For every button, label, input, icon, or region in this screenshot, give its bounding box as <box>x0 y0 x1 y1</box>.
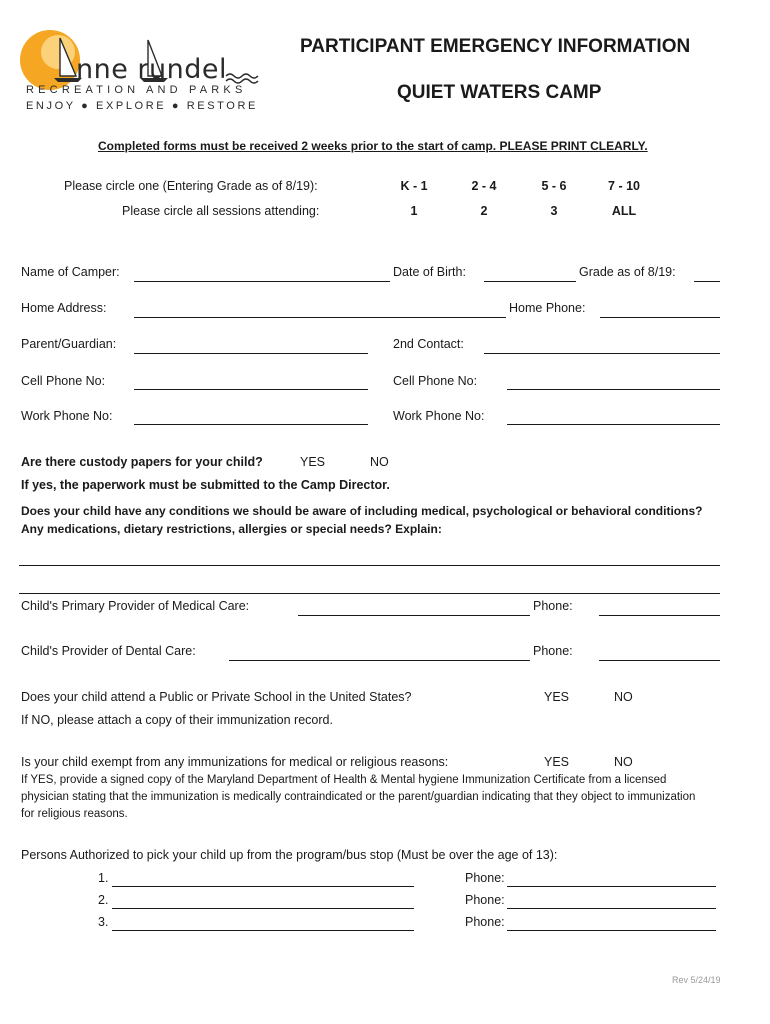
submission-notice: Completed forms must be received 2 weeks prior to the start of camp. PLEASE PRINT CLEARLY. <box>98 139 648 153</box>
pickup-phone-label-2: Phone: <box>465 893 505 907</box>
pickup-name-field-3[interactable] <box>112 930 414 931</box>
pickup-phone-label-1: Phone: <box>465 871 505 885</box>
immunization-yes-option[interactable]: YES <box>544 755 570 769</box>
pickup-phone-field-1[interactable] <box>507 886 716 887</box>
logo-name: nne rundel <box>76 54 227 85</box>
custody-no-option[interactable]: NO <box>370 455 389 469</box>
camper-name-field[interactable] <box>134 281 390 282</box>
school-no-option[interactable]: NO <box>614 690 633 704</box>
grade-field[interactable] <box>694 281 720 282</box>
medical-provider-label: Child's Primary Provider of Medical Care: <box>21 599 250 613</box>
immunization-note-3: for religious reasons. <box>21 808 128 820</box>
grade-label: Grade as of 8/19: <box>579 265 676 279</box>
conditions-answer-line-2[interactable] <box>19 593 720 594</box>
dental-provider-field[interactable] <box>229 660 530 661</box>
school-question: Does your child attend a Public or Private School in the United States? <box>21 690 412 704</box>
cell-phone-1-field[interactable] <box>134 389 368 390</box>
form-title: PARTICIPANT EMERGENCY INFORMATION <box>300 36 691 57</box>
school-note: If NO, please attach a copy of their immunization record. <box>21 713 333 727</box>
conditions-question-1: Does your child have any conditions we should be aware of including medical, psychological or behavioral conditions? <box>21 504 703 518</box>
pickup-name-field-1[interactable] <box>112 886 414 887</box>
grade-option-k1: K - 1 <box>400 179 428 193</box>
second-contact-label: 2nd Contact: <box>393 337 464 351</box>
logo-tagline-1: RECREATION AND PARKS <box>26 84 247 96</box>
home-address-label: Home Address: <box>21 301 107 315</box>
immunization-no-option[interactable]: NO <box>614 755 633 769</box>
custody-question: Are there custody papers for your child? <box>21 455 263 469</box>
work-phone-1-field[interactable] <box>134 424 368 425</box>
anne-arundel-logo <box>20 24 270 116</box>
work-phone-1-label: Work Phone No: <box>21 409 113 423</box>
dental-phone-label: Phone: <box>533 644 573 658</box>
pickup-number-3: 3. <box>98 915 109 929</box>
parent-guardian-label: Parent/Guardian: <box>21 337 117 351</box>
grade-option-7-10: 7 - 10 <box>608 179 640 193</box>
medical-phone-label: Phone: <box>533 599 573 613</box>
cell-phone-2-field[interactable] <box>507 389 720 390</box>
session-circle-label: Please circle all sessions attending: <box>122 204 320 218</box>
session-option-3: 3 <box>550 204 558 218</box>
session-option-1: 1 <box>410 204 418 218</box>
medical-provider-field[interactable] <box>298 615 530 616</box>
session-option-2: 2 <box>480 204 488 218</box>
custody-note: If yes, the paperwork must be submitted to the Camp Director. <box>21 478 390 492</box>
pickup-number-1: 1. <box>98 871 109 885</box>
session-option-all: ALL <box>611 204 637 218</box>
school-yes-option[interactable]: YES <box>544 690 570 704</box>
logo-tagline-2: ENJOY ● EXPLORE ● RESTORE <box>26 100 258 112</box>
cell-phone-1-label: Cell Phone No: <box>21 374 106 388</box>
camp-name: QUIET WATERS CAMP <box>397 82 602 103</box>
dob-label: Date of Birth: <box>393 265 466 279</box>
dental-provider-label: Child's Provider of Dental Care: <box>21 644 196 658</box>
conditions-question-2: Any medications, dietary restrictions, allergies or special needs? Explain: <box>21 522 442 536</box>
cell-phone-2-label: Cell Phone No: <box>393 374 478 388</box>
grade-circle-label: Please circle one (Entering Grade as of 8/19): <box>64 179 318 193</box>
pickup-name-field-2[interactable] <box>112 908 414 909</box>
parent-guardian-field[interactable] <box>134 353 368 354</box>
work-phone-2-label: Work Phone No: <box>393 409 485 423</box>
pickup-phone-label-3: Phone: <box>465 915 505 929</box>
grade-option-5-6: 5 - 6 <box>541 179 567 193</box>
revision-date: Rev 5/24/19 <box>672 975 721 985</box>
pickup-phone-field-2[interactable] <box>507 908 716 909</box>
pickup-phone-field-3[interactable] <box>507 930 716 931</box>
immunization-note-2: physician stating that the immunization is medically contraindicated or the parent/guardian indicating that they object to immunization <box>21 791 696 803</box>
work-phone-2-field[interactable] <box>507 424 720 425</box>
home-address-field[interactable] <box>134 317 506 318</box>
custody-yes-option[interactable]: YES <box>300 455 326 469</box>
home-phone-label: Home Phone: <box>509 301 586 315</box>
dob-field[interactable] <box>484 281 576 282</box>
medical-phone-field[interactable] <box>599 615 720 616</box>
dental-phone-field[interactable] <box>599 660 720 661</box>
pickup-number-2: 2. <box>98 893 109 907</box>
pickup-label: Persons Authorized to pick your child up from the program/bus stop (Must be over the age of 13): <box>21 848 558 862</box>
immunization-question: Is your child exempt from any immunizations for medical or religious reasons: <box>21 755 449 769</box>
camper-name-label: Name of Camper: <box>21 265 120 279</box>
conditions-answer-line-1[interactable] <box>19 565 720 566</box>
immunization-note-1: If YES, provide a signed copy of the Maryland Department of Health & Mental hygiene Immunization Certificate from a licensed <box>21 774 667 786</box>
home-phone-field[interactable] <box>600 317 720 318</box>
grade-option-2-4: 2 - 4 <box>471 179 497 193</box>
second-contact-field[interactable] <box>484 353 720 354</box>
